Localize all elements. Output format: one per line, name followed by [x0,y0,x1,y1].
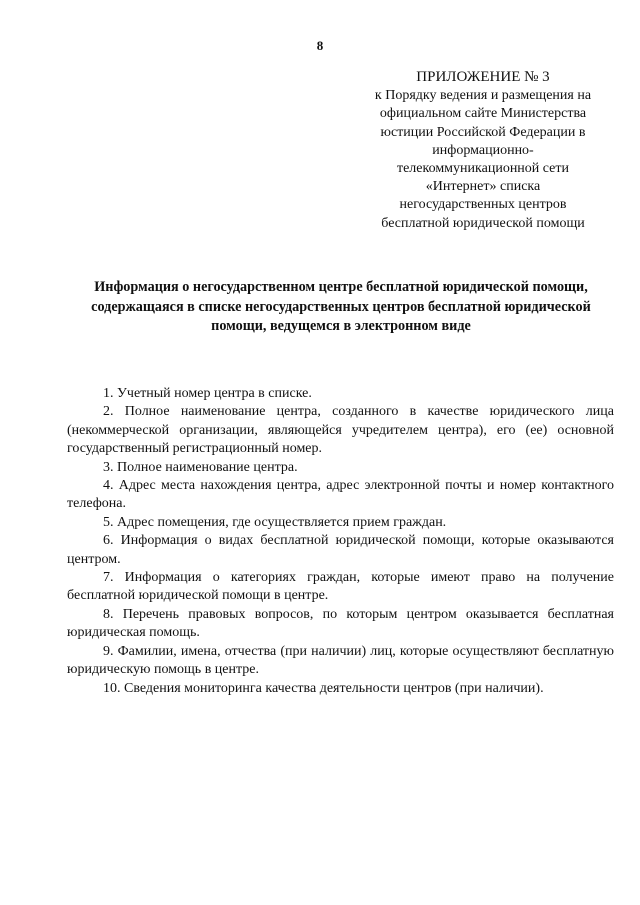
appendix-header [352,68,614,233]
list-item: 6. Информация о видах бесплатной юридической помощи, которые оказываются центром. [67,533,614,567]
appendix-line: телекоммуникационной сети [396,161,570,177]
appendix-line: «Интернет» списка [425,179,541,195]
list-item: 10. Сведения мониторинга качества деятельности центров (при наличии). [103,680,544,696]
appendix-title: ПРИЛОЖЕНИЕ № 3 [416,69,550,85]
appendix-line: информационно- [432,142,534,158]
appendix-line: официальном сайте Министерства [379,106,587,122]
appendix-line: к Порядку ведения и размещения на [374,88,592,104]
list-item: 2. Полное наименование центра, созданного в качестве юридического лица (некоммерческой организации, являющейся учредителем центра), его (ее) основной государственный регистрационный номер. [67,404,614,457]
list-item: 4. Адрес места нахождения центра, адрес электронной почты и номер контактного телефона. [67,478,614,512]
list-item: 7. Информация о категориях граждан, которые имеют право на получение бесплатной юридической помощи в центре. [67,570,614,604]
appendix-line: негосударственных центров [399,197,567,213]
page-number: 8 [316,38,324,53]
list-item: 3. Полное наименование центра. [103,459,298,475]
list-item: 9. Фамилии, имена, отчества (при наличии) лиц, которые осуществляют бесплатную юридическую помощь в центре. [67,643,614,678]
appendix-line: юстиции Российской Федерации в [380,124,586,140]
appendix-line: бесплатной юридической помощи [381,215,585,231]
list-item: 1. Учетный номер центра в списке. [103,386,312,401]
document-title: Информация о негосударственном центре бесплатной юридической помощи, содержащаяся в списке негосударственных центров бесплатной юридической помощи, ведущемся в электронном виде [91,279,591,334]
list-item: 5. Адрес помещения, где осуществляется прием граждан. [103,514,447,530]
item-list [67,385,614,698]
list-item: 8. Перечень правовых вопросов, по которым центром оказывается бесплатная юридическая помощь. [67,606,614,641]
